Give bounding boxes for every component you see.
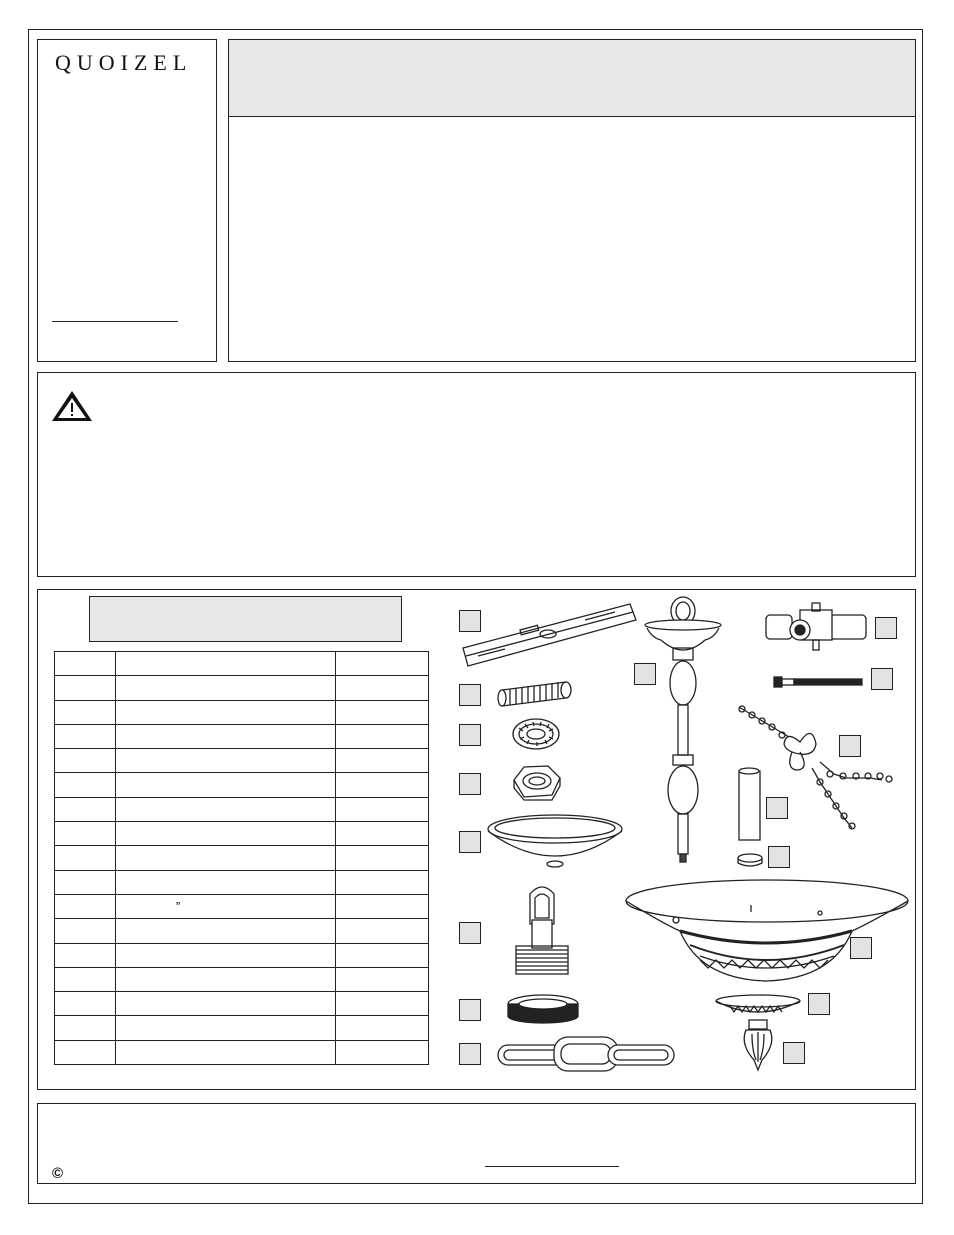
- part-tag: [459, 610, 481, 632]
- crossbar-icon: [463, 604, 636, 666]
- part-tag: [459, 999, 481, 1021]
- part-tag: [459, 724, 481, 746]
- canopy-icon: [488, 815, 622, 867]
- part-tag: [766, 797, 788, 819]
- part-tag: [768, 846, 790, 868]
- part-tag: [871, 668, 893, 690]
- part-tag: [459, 831, 481, 853]
- brand-logo: QUOIZEL: [55, 50, 193, 75]
- part-tag: [850, 937, 872, 959]
- part-tag: [808, 993, 830, 1015]
- sleeve-icon: [739, 768, 760, 840]
- cluster-body-icon: [766, 603, 866, 650]
- part-tag: [875, 617, 897, 639]
- part-tag: [459, 684, 481, 706]
- knurled-lock-nut-icon: [508, 995, 578, 1023]
- part-tag: [634, 663, 656, 685]
- hex-nut-icon: [514, 766, 560, 800]
- part-tag: [459, 1043, 481, 1065]
- footer-panel: [37, 1103, 916, 1184]
- part-tag: [459, 773, 481, 795]
- bolt-icon: [774, 677, 862, 687]
- stem-assembly-icon: [645, 597, 721, 862]
- hook-icon: [516, 887, 568, 974]
- lock-washer-icon: [513, 719, 559, 749]
- footer-link-underline: [485, 1166, 619, 1167]
- quote-mark: ”: [175, 899, 181, 915]
- part-tag: [839, 735, 861, 757]
- copyright-symbol: ©: [52, 1165, 64, 1182]
- part-tag: [783, 1042, 805, 1064]
- ring-icon: [738, 854, 762, 866]
- glass-shade-icon: [626, 880, 908, 981]
- part-tag: [459, 922, 481, 944]
- chain-ornament-icon: [739, 706, 892, 829]
- bottom-cap-icon: [716, 995, 800, 1012]
- chain-icon: [498, 1037, 674, 1071]
- threaded-nipple-icon: [498, 682, 571, 706]
- finial-icon: [744, 1020, 772, 1070]
